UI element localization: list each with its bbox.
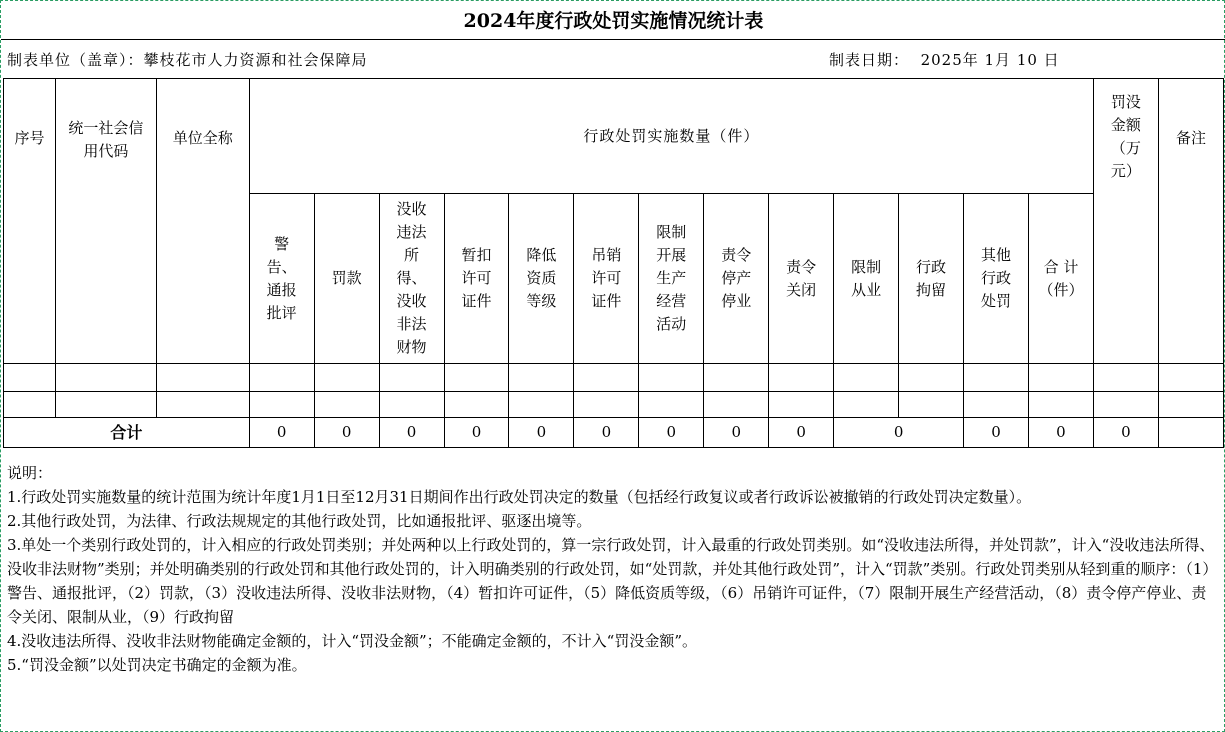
report-title: 2024年度行政处罚实施情况统计表 bbox=[1, 3, 1225, 40]
cat-license-suspend-text: 暂扣许可证件 bbox=[461, 246, 492, 310]
header-remark: 备注 bbox=[1158, 79, 1223, 364]
total-other: 0 bbox=[964, 418, 1029, 448]
header-cat-confiscation bbox=[379, 194, 444, 364]
header-count-group: 行政处罚实施数量（件） bbox=[249, 79, 1093, 194]
data-row-empty bbox=[4, 392, 1224, 418]
note-item-5: 5.“罚没金额”以处罚决定书确定的金额为准。 bbox=[7, 656, 307, 674]
header-seq: 序号 bbox=[4, 79, 56, 364]
cat-restrict-business-text: 限制开展生产经营活动 bbox=[656, 223, 687, 333]
total-restrict-practice-detention: 0 bbox=[834, 418, 964, 448]
note-item-4: 4.没收违法所得、没收非法财物能确定金额的，计入“罚没金额”；不能确定金额的，不计入“罚没金额”。 bbox=[7, 632, 697, 650]
data-row-empty bbox=[4, 364, 1224, 392]
cat-qualification-text: 降低资质等级 bbox=[526, 246, 557, 310]
header-credit-code-text: 统一社会信用代码 bbox=[68, 119, 144, 160]
total-count: 0 bbox=[1028, 418, 1093, 448]
header-cat-license-suspend bbox=[444, 194, 509, 364]
cat-fine-text: 罚款 bbox=[331, 269, 362, 287]
header-cat-closure bbox=[769, 194, 834, 364]
header-row-1 bbox=[4, 79, 1224, 194]
note-item-1: 1.行政处罚实施数量的统计范围为统计年度1月1日至12月31日期间作出行政处罚决定的数量（包括经行政复议或者行政诉讼被撤销的行政处罚决定数量）。 bbox=[7, 488, 1032, 506]
header-unit-name: 单位全称 bbox=[156, 79, 249, 364]
total-fine: 0 bbox=[314, 418, 379, 448]
header-cat-total bbox=[1028, 194, 1093, 364]
statistics-table bbox=[3, 78, 1224, 448]
cat-confiscation-text: 没收违法所得、没收非法财物 bbox=[396, 200, 427, 356]
report-date-label: 制表日期： bbox=[829, 51, 910, 69]
cat-other-text: 其他行政处罚 bbox=[980, 246, 1011, 310]
issuing-unit-label: 制表单位（盖章）： bbox=[7, 51, 144, 69]
total-closure: 0 bbox=[769, 418, 834, 448]
note-item-3: 3.单处一个类别行政处罚的，计入相应的行政处罚类别；并处两种以上行政处罚的，算一宗行政处罚，计入最重的行政处罚类别。如“没收违法所得，并处罚款”，计入“没收违法所得、没收非法财物”类别；并处明确类别的行政处罚和其他行政处罚的，计入明确类别的行政处罚，如“处罚款，并处其他行政处罚”，计入“罚款”类别。行政处罚类别从轻到重的顺序：（1）警告、通报批评，（2）罚款，（3）没收违法所得、没收非法财物，（4）暂扣许可证件，（5）降低资质等级，（6）吊销许可证件，（7）限制开展生产经营活动，（8）责令停产停业、责令关闭、限制从业，（9）行政拘留 bbox=[7, 536, 1218, 626]
cat-detention-text: 行政拘留 bbox=[916, 257, 947, 299]
total-suspend-production: 0 bbox=[704, 418, 769, 448]
notes-heading: 说明： bbox=[7, 464, 53, 482]
total-remark bbox=[1158, 418, 1223, 448]
total-restrict-business: 0 bbox=[639, 418, 704, 448]
cat-suspend-production-text: 责令停产停业 bbox=[721, 246, 752, 310]
issuing-unit-value: 攀枝花市人力资源和社会保障局 bbox=[143, 51, 368, 69]
header-cat-license-revoke bbox=[574, 194, 639, 364]
cat-total-text: 合 计（件） bbox=[1038, 257, 1084, 299]
header-credit-code bbox=[55, 79, 156, 364]
header-amount bbox=[1093, 79, 1158, 364]
total-confiscation: 0 bbox=[379, 418, 444, 448]
cat-license-revoke-text: 吊销许可证件 bbox=[591, 246, 622, 310]
total-label: 合计 bbox=[4, 418, 250, 448]
total-row bbox=[4, 418, 1224, 448]
cat-closure-text: 责令关闭 bbox=[786, 257, 817, 299]
total-license-revoke: 0 bbox=[574, 418, 639, 448]
cat-restrict-practice-text: 限制从业 bbox=[851, 257, 882, 299]
total-license-suspend: 0 bbox=[444, 418, 509, 448]
header-cat-detention bbox=[899, 194, 964, 364]
total-qualification: 0 bbox=[509, 418, 574, 448]
notes-section bbox=[7, 461, 1219, 677]
cat-warning-text: 警告、通报批评 bbox=[266, 234, 297, 322]
header-cat-other bbox=[964, 194, 1029, 364]
report-date-value: 2025年 1月 10 日 bbox=[920, 51, 1060, 69]
header-cat-qualification bbox=[509, 194, 574, 364]
header-cat-suspend-production bbox=[704, 194, 769, 364]
header-cat-fine bbox=[314, 194, 379, 364]
header-cat-restrict-practice bbox=[834, 194, 899, 364]
header-cat-restrict-business bbox=[639, 194, 704, 364]
total-warning: 0 bbox=[249, 418, 314, 448]
report-date bbox=[829, 43, 1060, 77]
header-amount-text: 罚没金额（万元） bbox=[1110, 93, 1141, 180]
total-amount: 0 bbox=[1093, 418, 1158, 448]
note-item-2: 2.其他行政处罚，为法律、行政法规规定的其他行政处罚，比如通报批评、驱逐出境等。 bbox=[7, 512, 592, 530]
header-cat-warning bbox=[249, 194, 314, 364]
issuing-unit bbox=[7, 43, 368, 77]
